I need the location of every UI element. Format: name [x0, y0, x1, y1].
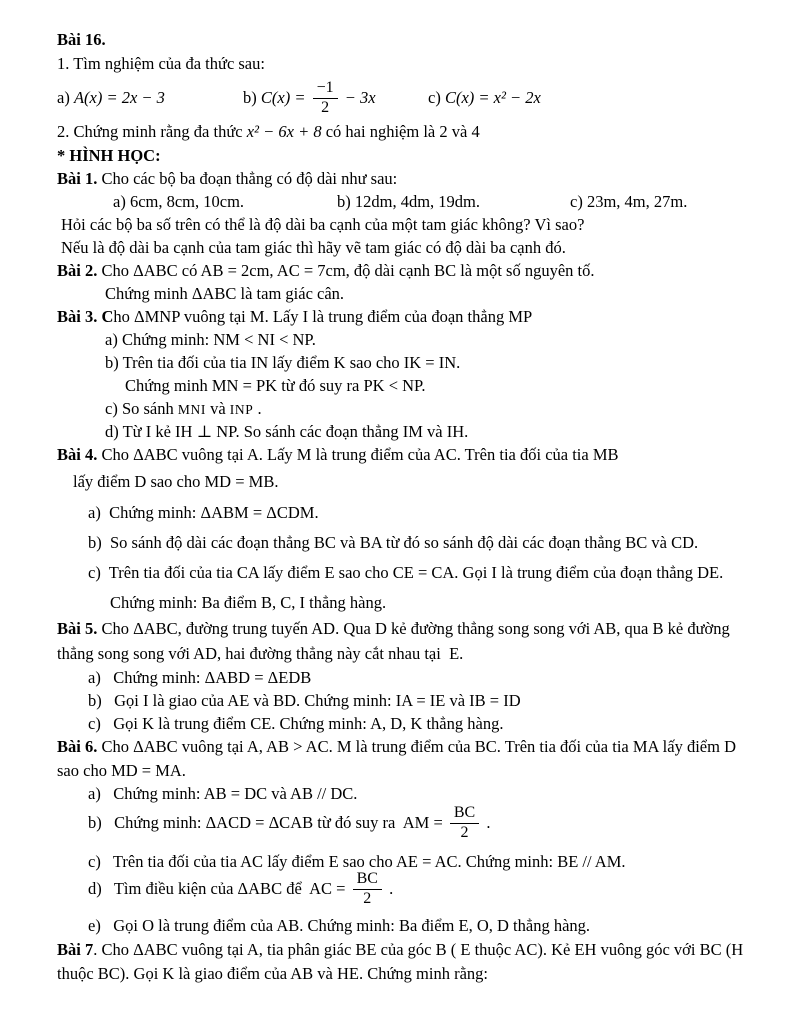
- text-line: [88, 503, 319, 523]
- body-text: Chứng minh MN = PK từ đó suy ra PK < NP.: [125, 376, 426, 395]
- text-line: [88, 668, 311, 688]
- body-text: Cho các bộ ba đoạn thẳng có độ dài như sau:: [101, 169, 398, 188]
- heading-text: Bài 6.: [57, 737, 102, 756]
- body-text: Cho ΔABC vuông tại A. Lấy M là trung điểm của AC. Trên tia đối của tia MB: [101, 445, 619, 464]
- body-text: c) 23m, 4m, 27m.: [570, 192, 688, 211]
- text-line: [243, 74, 376, 122]
- body-text: b) So sánh độ dài các đoạn thẳng BC và BA từ đó so sánh độ dài các đoạn thẳng BC và CD.: [88, 533, 699, 552]
- body-text: c) Gọi K là trung điểm CE. Chứng minh: A, D, K thẳng hàng.: [88, 714, 504, 733]
- body-text: Chứng minh: Ba điểm B, C, I thẳng hàng.: [110, 593, 387, 612]
- body-text: 1. Tìm nghiệm của đa thức sau:: [57, 54, 265, 73]
- math-fraction: [450, 804, 479, 842]
- math-expression: C(x) = x² − 2x: [444, 88, 541, 107]
- fraction-numerator: −1: [316, 79, 334, 97]
- text-line: [57, 761, 186, 781]
- text-line: [113, 192, 244, 212]
- text-line: [88, 533, 698, 553]
- body-text: Cho ΔABC vuông tại A, AB > AC. M là trung điểm của BC. Trên tia đối của tia MA lấy điểm D: [101, 737, 736, 756]
- body-text: .: [253, 399, 262, 418]
- math-expression: C(x) =: [260, 88, 310, 107]
- body-text: INP: [229, 402, 254, 417]
- body-text: . Cho ΔABC vuông tại A, tia phân giác BE của góc B ( E thuộc AC). Kẻ EH vuông góc với BC (H: [93, 940, 744, 959]
- body-text: có hai nghiệm là 2 và 4: [325, 122, 480, 141]
- body-text: c): [428, 88, 445, 107]
- heading-text: Bài 16.: [57, 30, 106, 49]
- body-text: Chứng minh ΔABC là tam giác cân.: [105, 284, 345, 303]
- body-text: e) Gọi O là trung điểm của AB. Chứng minh: Ba điểm E, O, D thẳng hàng.: [88, 916, 591, 935]
- body-text: Cho ΔABC có AB = 2cm, AC = 7cm, độ dài cạnh BC là một số nguyên tố.: [101, 261, 595, 280]
- body-text: AM =: [399, 813, 447, 832]
- text-line: [61, 238, 566, 258]
- heading-text: Bài 7: [57, 940, 94, 959]
- text-line: [57, 54, 265, 74]
- body-text: b) 12dm, 4dm, 19dm.: [337, 192, 480, 211]
- text-line: [105, 399, 262, 419]
- body-text: Hỏi các bộ ba số trên có thể là độ dài ba cạnh của một tam giác không? Vì sao?: [61, 215, 585, 234]
- heading-text: Bài 1.: [57, 169, 102, 188]
- body-text: a) Chứng minh: NM < NI < NP.: [105, 330, 316, 349]
- body-text: a) Chứng minh: AB = DC và AB // DC.: [88, 784, 358, 803]
- heading-text: Bài 5.: [57, 619, 102, 638]
- text-line: [57, 74, 165, 122]
- text-line: [57, 122, 480, 142]
- text-line: [57, 307, 532, 327]
- body-text: và: [205, 399, 230, 418]
- body-text: .: [482, 813, 491, 832]
- body-text: Cho ΔABC, đường trung tuyến AD. Qua D kẻ đường thẳng song song với AB, qua B kẻ đường: [101, 619, 730, 638]
- text-line: [57, 644, 463, 664]
- text-line: [110, 593, 386, 613]
- text-line: [57, 619, 730, 639]
- text-line: [57, 30, 106, 50]
- fraction-denominator: 2: [353, 889, 382, 908]
- body-text: thẳng song song với AD, hai đường thẳng này cắt nhau tại E.: [57, 644, 464, 663]
- body-text: a) Chứng minh: ΔABD = ΔEDB: [88, 668, 312, 687]
- body-text: ho ΔMNP vuông tại M. Lấy I là trung điểm của đoạn thẳng MP: [113, 307, 533, 326]
- text-line: [57, 964, 488, 984]
- math-fraction: [313, 79, 338, 117]
- body-text: d) Từ I kẻ IH ⊥ NP. So sánh các đoạn thẳng IM và IH.: [105, 422, 469, 441]
- text-line: [125, 376, 426, 396]
- body-text: MNI: [177, 402, 206, 417]
- body-text: c) So sánh: [105, 399, 178, 418]
- heading-text: * HÌNH HỌC:: [57, 146, 161, 165]
- math-expression: A(x) = 2x − 3: [73, 88, 165, 107]
- body-text: b) Trên tia đối của tia IN lấy điểm K sao cho IK = IN.: [105, 353, 461, 372]
- text-line: [57, 261, 595, 281]
- math-expression: x² − 6x + 8: [246, 122, 326, 141]
- body-text: Nếu là độ dài ba cạnh của tam giác thì hãy vẽ tam giác có độ dài ba cạnh đó.: [61, 238, 566, 257]
- body-text: d) Tìm điều kiện của ΔABC để: [88, 879, 306, 898]
- text-line: [73, 472, 278, 492]
- math-fraction: [353, 870, 382, 908]
- body-text: b): [243, 88, 261, 107]
- text-line: [105, 330, 316, 350]
- body-text: c) Trên tia đối của tia CA lấy điểm E sao cho CE = CA. Gọi I là trung điểm của đoạn thẳng DE.: [88, 563, 724, 582]
- text-line: [88, 563, 723, 583]
- text-line: [428, 74, 541, 122]
- body-text: b) Chứng minh: ΔACD = ΔCAB từ đó suy ra: [88, 813, 400, 832]
- body-text: a): [57, 88, 74, 107]
- text-line: [570, 192, 687, 212]
- body-text: lấy điểm D sao cho MD = MB.: [73, 472, 279, 491]
- text-line: [88, 916, 590, 936]
- text-line: [61, 215, 584, 235]
- body-text: c) Trên tia đối của tia AC lấy điểm E sao cho AE = AC. Chứng minh: BE // AM.: [88, 852, 626, 871]
- math-expression: − 3x: [340, 88, 376, 107]
- body-text: 2. Chứng minh rằng đa thức: [57, 122, 247, 141]
- fraction-denominator: 2: [313, 98, 338, 117]
- body-text: b) Gọi I là giao của AE và BD. Chứng minh: IA = IE và IB = ID: [88, 691, 521, 710]
- text-line: [88, 865, 393, 913]
- text-line: [105, 284, 344, 304]
- text-line: [57, 169, 397, 189]
- heading-text: Bài 4.: [57, 445, 102, 464]
- body-text: thuộc BC). Gọi K là giao điểm của AB và HE. Chứng minh rằng:: [57, 964, 489, 983]
- fraction-numerator: BC: [356, 870, 378, 888]
- fraction-denominator: 2: [450, 823, 479, 842]
- text-line: [105, 353, 460, 373]
- body-text: AC =: [305, 879, 350, 898]
- body-text: a) Chứng minh: ΔABM = ΔCDM.: [88, 503, 319, 522]
- text-line: [57, 146, 161, 166]
- text-line: [88, 799, 490, 847]
- fraction-numerator: BC: [453, 804, 476, 822]
- text-line: [57, 737, 736, 757]
- body-text: sao cho MD = MA.: [57, 761, 186, 780]
- body-text: a) 6cm, 8cm, 10cm.: [113, 192, 245, 211]
- text-line: [105, 422, 468, 442]
- text-line: [337, 192, 480, 212]
- text-line: [57, 445, 619, 465]
- heading-text: Bài 3. C: [57, 307, 114, 326]
- heading-text: Bài 2.: [57, 261, 102, 280]
- body-text: .: [384, 879, 394, 898]
- text-line: [57, 940, 743, 960]
- text-line: [88, 691, 521, 711]
- text-line: [88, 714, 503, 734]
